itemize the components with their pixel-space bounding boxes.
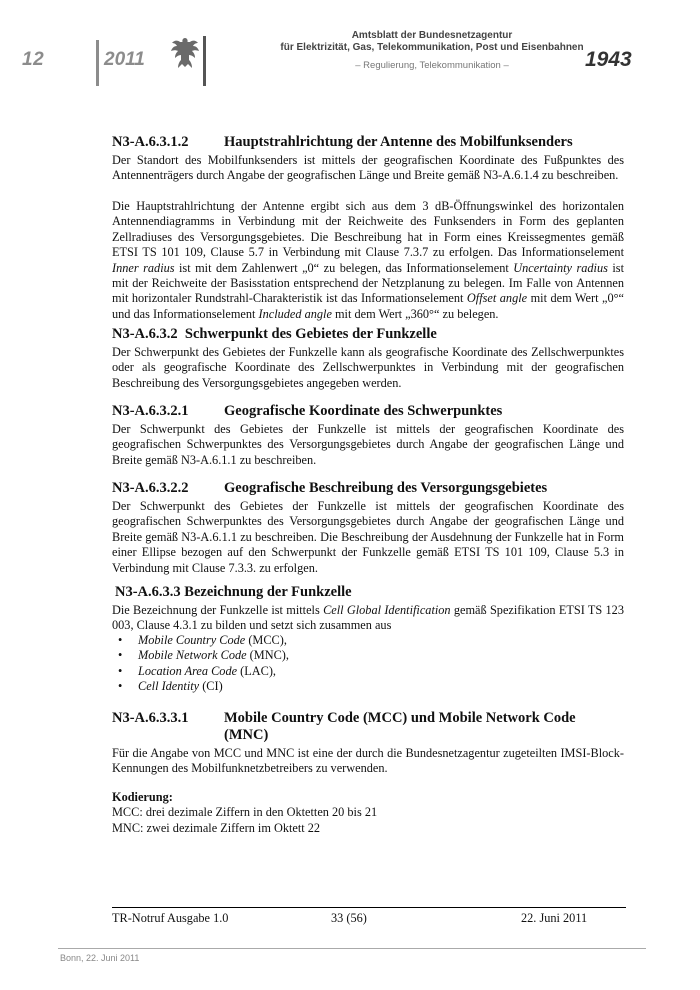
section-heading	[112, 326, 437, 343]
footer-rule	[112, 907, 626, 908]
encoding-block	[112, 790, 377, 836]
section-title: Bezeichnung der Funkzelle	[184, 584, 352, 600]
bottom-rule	[58, 948, 646, 949]
mcc-encoding: MCC: drei dezimale Ziffern in den Oktetten 20 bis 21	[112, 805, 378, 820]
footer-date: 22. Juni 2011	[521, 911, 588, 925]
section-number: N3-A.6.3.2	[112, 326, 178, 342]
page-number: 1943	[585, 48, 632, 71]
paragraph: Die Bezeichnung der Funkzelle ist mittels Cell Global Identification gemäß Spezifikation ETSI TS 123 003, Clause 4.3.1 zu bilden und setzt sich zusammen aus	[112, 603, 624, 633]
header-divider	[96, 40, 99, 86]
encoding-label: Kodierung:	[112, 790, 173, 804]
section-title: Hauptstrahlrichtung der Antenne des Mobilfunksenders	[224, 134, 573, 150]
section-heading	[112, 480, 547, 497]
gazette-subtitle: – Regulierung, Telekommunikation –	[355, 60, 509, 71]
gazette-title-line2: für Elektrizität, Gas, Telekommunikation, Post und Eisenbahnen	[280, 42, 584, 53]
publication-place-date: Bonn, 22. Juni 2011	[60, 953, 140, 963]
mnc-encoding: MNC: zwei dezimale Ziffern im Oktett 22	[112, 820, 321, 835]
section-number: N3-A.6.3.3.1	[112, 710, 189, 726]
section-heading	[115, 584, 352, 601]
section-heading	[112, 403, 502, 420]
section-heading-continued: (MNC)	[224, 727, 269, 743]
paragraph: Die Hauptstrahlrichtung der Antenne ergibt sich aus dem 3 dB-Öffnungswinkel des horizontalen Antennendiagramms in Verbindung mit der Reichweite des Funksenders in Form des geplanten Zellradiuses des Versorgungsgebietes. Die Beschreibung hat in Form eines Kreissegmentes gemäß ETSI TS 101 109, Clause 5.7 in Verbindung mit Clause 7.3.7 zu erfolgen. Das Informationselement Inner radius ist mit dem Zahlenwert „0“ zu belegen, das Informationselement Uncertainty radius ist mit der Reichweite der Basisstation entsprechend der Netzplanung zu belegen. Im Falle von Antennen mit horizontaler Rundstrahl-Charakteristik ist das Informationselement Offset angle mit dem Wert „0°“ und das Informationselement Included angle mit dem Wert „360°“ zu belegen.	[112, 199, 624, 321]
footer-document: TR-Notruf Ausgabe 1.0	[112, 911, 229, 925]
issue-year: 2011	[104, 49, 145, 70]
paragraph: Für die Angabe von MCC und MNC ist eine der durch die Bundesnetzagentur zugeteilten IMSI-Block-Kennungen des Mobilfunknetzbetreibers zu verwenden.	[112, 746, 624, 776]
gazette-title	[232, 30, 632, 54]
paragraph: Der Schwerpunkt des Gebietes der Funkzelle kann als geografische Koordinate des Zellschwerpunktes oder als geografische Koordinate des Zellschwerpunktes in Verbindung mit der geografischen Beschreibung des Versorgungsgebietes angegeben werden.	[112, 345, 624, 390]
paragraph: Der Schwerpunkt des Gebietes der Funkzelle ist mittels der geografischen Koordinate des geografischen Schwerpunktes des Versorgungsgebietes durch Angabe der geografischen Länge und Breite gemäß N3-A.6.1.1 zu beschreiben.	[112, 422, 624, 467]
issue-number: 12	[22, 49, 45, 70]
section-heading	[112, 134, 573, 151]
section-title: Geografische Beschreibung des Versorgungsgebietes	[224, 480, 548, 496]
header-divider-dark	[203, 36, 206, 86]
federal-eagle-icon	[170, 36, 200, 70]
section-number: N3-A.6.3.3	[115, 584, 181, 600]
section-heading	[112, 710, 576, 727]
section-number: N3-A.6.3.2.1	[112, 403, 189, 419]
gazette-title-line1: Amtsblatt der Bundesnetzagentur	[351, 30, 513, 41]
section-number: N3-A.6.3.1.2	[112, 134, 189, 150]
section-title: Geografische Koordinate des Schwerpunktes	[224, 403, 503, 419]
section-title: Schwerpunkt des Gebietes der Funkzelle	[184, 326, 437, 342]
list-item: • Cell Identity (CI)	[112, 679, 289, 694]
section-title: Mobile Country Code (MCC) und Mobile Network Code	[224, 710, 576, 726]
footer-page: 33 (56)	[331, 911, 367, 925]
list-item: • Mobile Country Code (MCC),	[112, 633, 289, 648]
section-number: N3-A.6.3.2.2	[112, 480, 189, 496]
paragraph: Der Schwerpunkt des Gebietes der Funkzelle ist mittels der geografischen Koordinate des geografischen Schwerpunktes des Versorgungsgebietes durch Angabe der geografischen Länge und Breite gemäß N3-A.6.1.1 zu beschreiben. Die Beschreibung der Ausdehnung der Funkzelle hat in Form einer Ellipse bezogen auf den Schwerpunkt der Funkzelle gemäß ETSI TS 101 109, Clause 5.3 in Verbindung mit Clause 7.3.3. zu erfolgen.	[112, 499, 624, 575]
list-item: • Mobile Network Code (MNC),	[112, 648, 289, 663]
bullet-list	[112, 633, 289, 695]
list-item: • Location Area Code (LAC),	[112, 664, 289, 679]
paragraph: Der Standort des Mobilfunksenders ist mittels der geografischen Koordinate des Fußpunktes des Antennenträgers durch Angabe der geografischen Länge und Breite gemäß N3-A.6.1.4 zu beschreiben.	[112, 153, 624, 183]
